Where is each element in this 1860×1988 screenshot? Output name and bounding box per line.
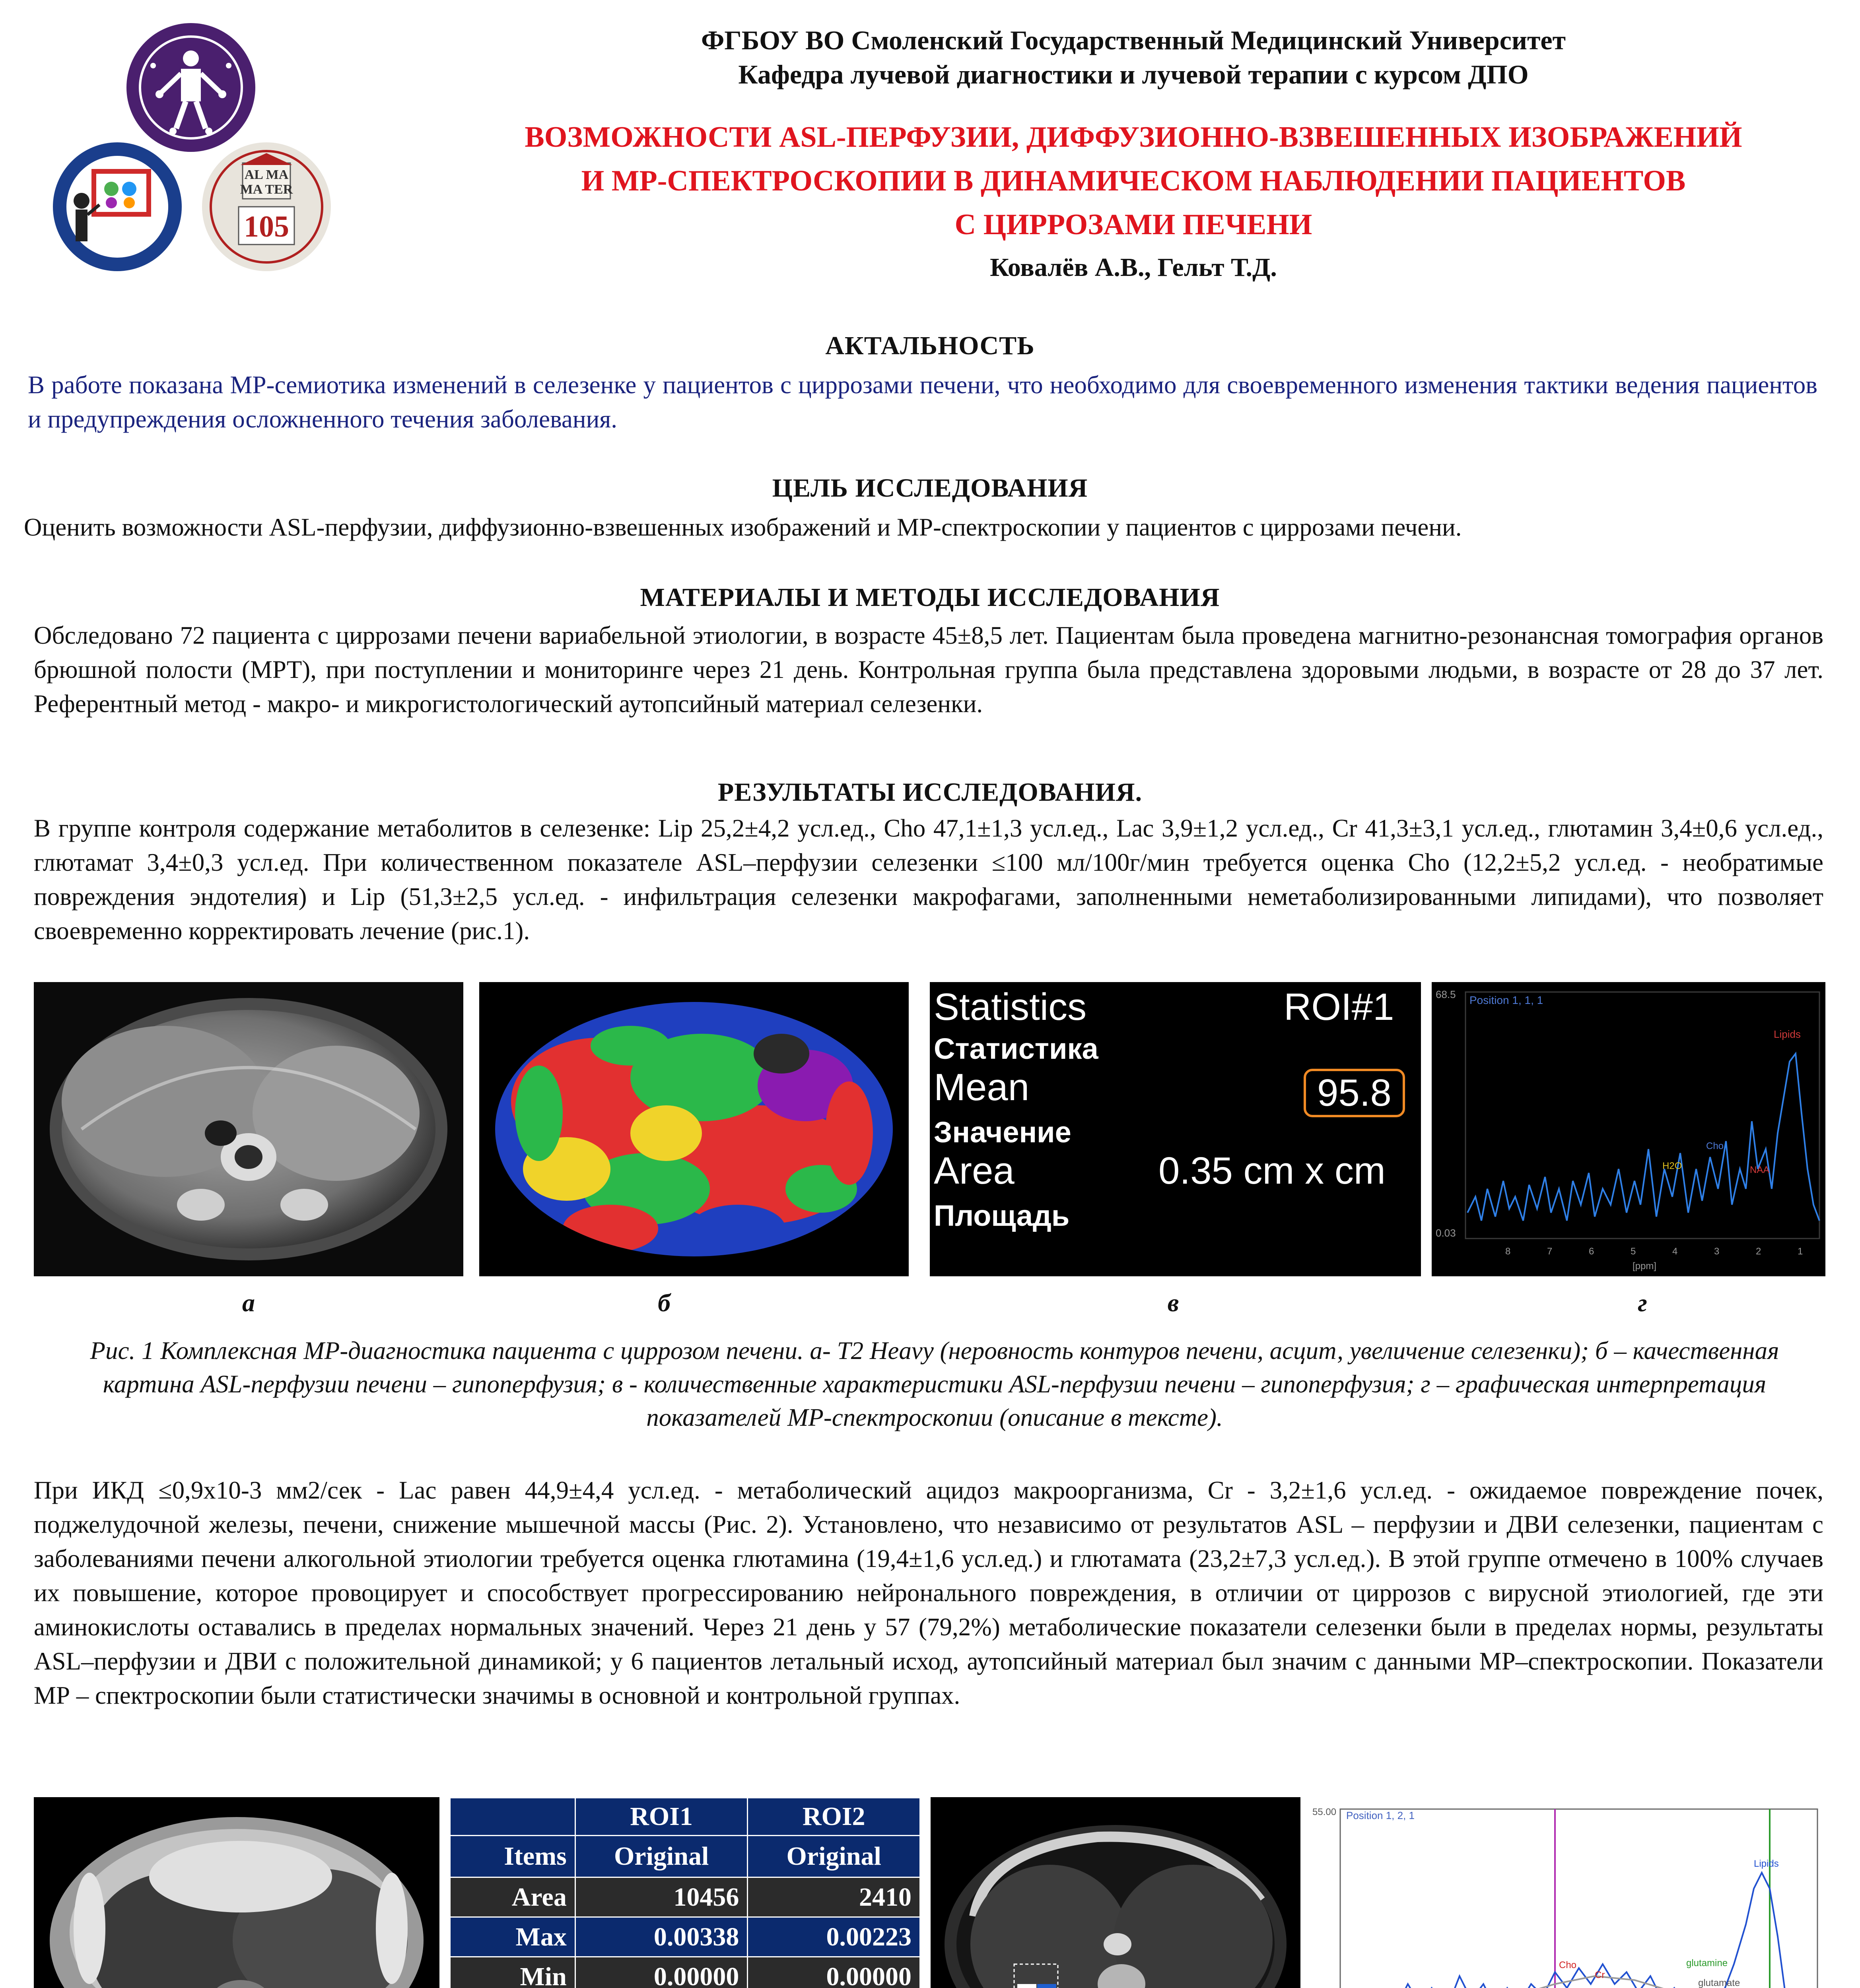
- stats-area-label: Area: [934, 1149, 1015, 1192]
- table-row: [450, 1877, 920, 1917]
- stats-roi: ROI#1: [1284, 986, 1394, 1028]
- authors: Ковалёв А.В., Гельт Т.Д.: [990, 253, 1277, 282]
- peak-glutamate: glutamate: [1698, 1978, 1740, 1988]
- peak-cho: Cho: [1559, 1960, 1577, 1971]
- methods-text: Обследовано 72 пациента с циррозами печени вариабельной этиологии, в возрасте 45±8,5 лет. Пациентам была проведена магнитно-резонансная томография органов брюшной полости (МРТ), при поступлении и мониторинге через 21 день. Контрольная группа была представлена здоровыми людьми, в возрасте от 28 до 37 лет. Референтный метод - макро- и микрогистологический аутопсийный материал селезенки.: [34, 621, 1823, 718]
- title-line: И МР-СПЕКТРОСКОПИИ В ДИНАМИЧЕСКОМ НАБЛЮДЕНИИ ПАЦИЕНТОВ: [581, 165, 1686, 197]
- logo-department: [52, 141, 183, 272]
- peak-lipids: Lipids: [1774, 1028, 1801, 1040]
- spectrum-ytop: 55.00: [1312, 1807, 1337, 1817]
- fig1-letter-g: г: [1638, 1289, 1647, 1317]
- peak-cho: Cho: [1706, 1141, 1724, 1151]
- spectrum-xtick: 4: [1672, 1246, 1678, 1257]
- poster-title: [437, 115, 1829, 247]
- spectrum-xtick: 6: [1589, 1246, 1594, 1257]
- row-label: Area: [450, 1877, 575, 1917]
- spectrum-xtick: 1: [1798, 1246, 1803, 1257]
- spectrum-xtick: 2: [1756, 1246, 1761, 1257]
- row-value: 0.00000: [748, 1957, 920, 1988]
- institution-name: ФГБОУ ВО Смоленский Государственный Медицинский Университет: [701, 25, 1566, 55]
- col-header-roi2: ROI2: [748, 1798, 920, 1836]
- peak-h2o: H2O: [1662, 1161, 1682, 1171]
- fig2-spectroscopy-graph: [1308, 1797, 1825, 1988]
- stats-title: Statistics: [934, 986, 1087, 1028]
- adc-statistics-table: [449, 1797, 921, 1988]
- relevance-heading: АКТАЛЬНОСТЬ: [825, 331, 1035, 360]
- department-name: Кафедра лучевой диагностики и лучевой терапии с курсом ДПО: [738, 59, 1529, 89]
- peak-naa: NAA: [1750, 1165, 1770, 1175]
- methods-heading: МАТЕРИАЛЫ И МЕТОДЫ ИССЛЕДОВАНИЯ: [640, 583, 1220, 612]
- sub-header-roi2: Original: [748, 1836, 920, 1877]
- goal-heading: ЦЕЛЬ ИССЛЕДОВАНИЯ: [772, 474, 1088, 503]
- stats-mean-label: Mean: [934, 1066, 1030, 1109]
- table-row: [450, 1917, 920, 1957]
- fig1-caption: Рис. 1 Комплексная МР-диагностика пациента с циррозом печени. а- Т2 Heavy (неровность контуров печени, асцит, увеличение селезенки); б – качественная картина ASL-перфузии печени – гипоперфузия; в - количественные характеристики ASL-перфузии печени – гипоперфузия; г – графическая интерпретация показателей МР-спектроскопии (описание в тексте).: [90, 1337, 1779, 1431]
- fig1-spectroscopy-graph: [1432, 982, 1825, 1276]
- spectrum-ybottom: 0.03: [1436, 1227, 1456, 1239]
- svg-text:AL MA: AL MA: [244, 167, 289, 182]
- spectrum-xtick: 7: [1547, 1246, 1553, 1257]
- spectrum-ytop: 68.5: [1436, 988, 1456, 1000]
- spectrum-position: Position 1, 1, 1: [1469, 994, 1543, 1006]
- stats-area-label-ru: Площадь: [934, 1199, 1070, 1232]
- spectrum-position: Position 1, 2, 1: [1346, 1809, 1415, 1821]
- fig1-letter-a: а: [242, 1289, 255, 1317]
- fig1-t2-heavy-image: [34, 982, 463, 1276]
- sub-header-roi1: Original: [575, 1836, 748, 1877]
- fig2-adc-table: [449, 1797, 921, 1988]
- col-header-roi1: ROI1: [575, 1798, 748, 1836]
- table-row: [450, 1957, 920, 1988]
- spectrum-xunit: [ppm]: [1633, 1261, 1657, 1272]
- logo-university: [125, 22, 257, 153]
- results-text-2: При ИКД ≤0,9х10-3 мм2/сек - Lac равен 44,9±4,4 усл.ед. - метаболический ацидоз макроорганизма, Cr - 3,2±1,6 усл.ед. - ожидаемое повреждение почек, поджелудочной железы, печени, снижение мышечной массы (Рис. 2). Установлено, что независимо от результатов ASL – перфузии и ДВИ селезенки, пациентам с заболеваниями печени алкогольной этиологии требуется оценка глютамина (19,4±1,6 усл.ед.) и глютамата (23,2±7,3 усл.ед.). В этой группе отмечено в 100% случаев их повышение, которое провоцирует и способствует прогрессированию нейронального повреждения, в отличии от циррозов с вирусной этиологией, где эти аминокислоты оставались в пределах нормальных значений. Через 21 день у 57 (79,2%) метаболические показатели селезенки были в пределах нормы, результаты ASL–перфузии и ДВИ с положительной динамикой; у 6 пациентов летальный исход, аутопсийный материал был значим с данными МР–спектроскопии. Показатели МР – спектроскопии были статистически значимы в основной и контрольной группах.: [34, 1476, 1823, 1709]
- peak-lipids: Lipids: [1754, 1858, 1779, 1869]
- row-label: Min: [450, 1957, 575, 1988]
- row-value: 0.00338: [575, 1917, 748, 1957]
- row-label: Max: [450, 1917, 575, 1957]
- fig2-t2-heavy-voxel-image: [931, 1797, 1300, 1988]
- peak-glutamine: glutamine: [1686, 1958, 1728, 1969]
- row-value: 0.00223: [748, 1917, 920, 1957]
- fig1-roi-statistics: [930, 982, 1421, 1276]
- stats-title-ru: Статистика: [934, 1032, 1098, 1065]
- fig1-asl-perfusion-map: [479, 982, 909, 1276]
- sub-header-items: Items: [450, 1836, 575, 1877]
- title-line: ВОЗМОЖНОСТИ ASL-ПЕРФУЗИИ, ДИФФУЗИОННО-ВЗВЕШЕННЫХ ИЗОБРАЖЕНИЙ: [525, 121, 1742, 153]
- logo-number: 105: [244, 210, 289, 243]
- goal-text: Оценить возможности ASL-перфузии, диффузионно-взвешенных изображений и МР-спектроскопии у пациентов с циррозами печени.: [24, 513, 1462, 541]
- row-value: 2410: [748, 1877, 920, 1917]
- stats-mean-label-ru: Значение: [934, 1116, 1071, 1149]
- spectrum-xtick: 5: [1631, 1246, 1636, 1257]
- row-value: 10456: [575, 1877, 748, 1917]
- table-corner: [450, 1798, 575, 1836]
- row-value: 0.00000: [575, 1957, 748, 1988]
- fig1-letter-v: в: [1167, 1289, 1179, 1317]
- stats-mean-value: 95.8: [1304, 1069, 1405, 1117]
- stats-area-value: 0.35 cm x cm: [1158, 1149, 1386, 1192]
- fig1-letter-b: б: [658, 1289, 671, 1317]
- spectrum-xtick: 3: [1714, 1246, 1720, 1257]
- results-text-1: В группе контроля содержание метаболитов в селезенке: Lip 25,2±4,2 усл.ед., Cho 47,1±1,3 усл.ед., Lac 3,9±1,2 усл.ед., Cr 41,3±3,1 усл.ед., глютамин 3,4±0,6 усл.ед., глютамат 3,4±0,3 усл.ед. При количественном показателе ASL–перфузии селезенки ≤100 мл/100г/мин требуется оценка Cho (12,2±5,2 усл.ед. - необратимые повреждения эндотелия) и Lip (51,3±2,5 усл.ед. - инфильтрация селезенки макрофагами, заполненными неметаболизированными липидами), что позволяет своевременно корректировать лечение (рис.1).: [34, 814, 1823, 945]
- fig2-adc-map: [34, 1797, 439, 1988]
- spectrum-xtick: 8: [1505, 1246, 1511, 1257]
- relevance-text: В работе показана МР-семиотика изменений в селезенке у пациентов с циррозами печени, что необходимо для своевременного изменения тактики ведения пациентов и предупреждения осложненного течения заболевания.: [28, 371, 1817, 433]
- peak-cr: Cr: [1595, 1970, 1605, 1980]
- title-line: С ЦИРРОЗАМИ ПЕЧЕНИ: [954, 208, 1312, 241]
- results-heading: РЕЗУЛЬТАТЫ ИССЛЕДОВАНИЯ.: [717, 778, 1143, 807]
- svg-text:MA TER: MA TER: [240, 182, 293, 197]
- logo-alma-mater: [201, 141, 332, 272]
